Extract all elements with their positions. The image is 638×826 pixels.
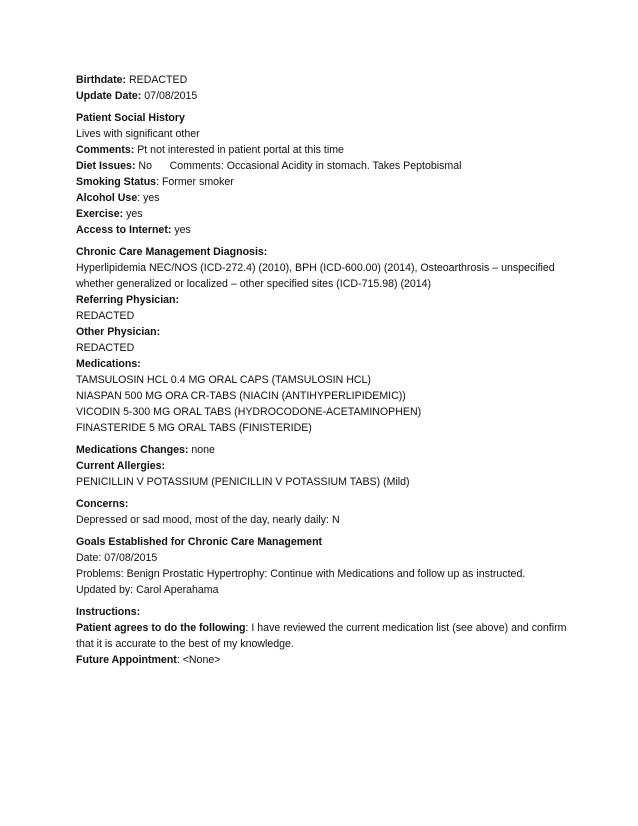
smoking-status-value: : Former smoker [156,176,234,188]
social-history-title: Patient Social History [76,112,185,124]
smoking-status-line [76,174,576,190]
instructions-heading [76,604,576,620]
update-date-value: 07/08/2015 [141,90,198,102]
allergies-heading [76,458,576,474]
update-date-label: Update Date: [76,90,142,102]
future-appointment-label: Future Appointment [76,654,177,666]
goals-heading [76,534,576,550]
concerns-title: Concerns: [76,498,129,510]
goals-problems: Problems: Benign Prostatic Hypertrophy: Continue with Medications and follow up as instructed. [76,568,526,580]
future-appointment-line [76,652,576,668]
exercise-label: Exercise: [76,208,124,220]
other-physician-title: Other Physician: [76,326,161,338]
concerns-heading [76,496,576,512]
exercise-line [76,206,576,222]
comments-line [76,142,576,158]
patient-agrees-value: : I have reviewed the current medication list (see above) and confirm that it is accurate to the best of my knowledge. [76,622,567,650]
referring-physician-heading [76,292,576,308]
concerns-value: Depressed or sad mood, most of the day, nearly daily: N [76,514,340,526]
medications-heading [76,356,576,372]
internet-access-label: Access to Internet: [76,224,172,236]
medication-item: TAMSULOSIN HCL 0.4 MG ORAL CAPS (TAMSULOSIN HCL) [76,374,371,386]
allergies-title: Current Allergies: [76,460,166,472]
medication-item: FINASTERIDE 5 MG ORAL TABS (FINISTERIDE) [76,422,312,434]
alcohol-use-line [76,190,576,206]
smoking-status-label: Smoking Status [76,176,157,188]
internet-access-line [76,222,576,238]
other-physician-value: REDACTED [76,342,135,354]
social-history-heading [76,110,576,126]
birthdate-label: Birthdate: [76,74,127,86]
medications-changes-value: none [188,444,215,456]
alcohol-use-label: Alcohol Use [76,192,138,204]
document-body [76,72,576,668]
patient-agrees-text [76,620,576,652]
diagnosis-title: Chronic Care Management Diagnosis: [76,246,268,258]
diet-issues-line [76,158,576,174]
allergies-value: PENICILLIN V POTASSIUM (PENICILLIN V POTASSIUM TABS) (Mild) [76,476,410,488]
medications-changes-line [76,442,576,458]
referring-physician-value: REDACTED [76,310,135,322]
comments-label: Comments: [76,144,135,156]
comments-value: Pt not interested in patient portal at this time [134,144,344,156]
birthdate-line [76,72,576,88]
alcohol-use-value: : yes [137,192,160,204]
patient-agrees-label: Patient agrees to do the following [76,622,246,634]
instructions-title: Instructions: [76,606,141,618]
exercise-value: yes [123,208,143,220]
diagnosis-heading [76,244,576,260]
lives-with-line: Lives with significant other [76,128,200,140]
medication-item: NIASPAN 500 MG ORA CR-TABS (NIACIN (ANTIHYPERLIPIDEMIC)) [76,390,406,402]
future-appointment-value: : <None> [176,654,221,666]
goals-title: Goals Established for Chronic Care Management [76,536,323,548]
birthdate-value: REDACTED [126,74,188,86]
other-physician-heading [76,324,576,340]
medications-title: Medications: [76,358,141,370]
diet-issues-label: Diet Issues: [76,160,136,172]
diagnosis-text: Hyperlipidemia NEC/NOS (ICD-272.4) (2010), BPH (ICD-600.00) (2014), Osteoarthrosis – unspecified whether generalized or localized – other specified sites (ICD-715.98) (2014) [76,262,555,290]
goals-updated-by: Updated by: Carol Aperahama [76,584,219,596]
referring-physician-title: Referring Physician: [76,294,180,306]
internet-access-value: yes [171,224,191,236]
update-date-line [76,88,576,104]
goals-date: Date: 07/08/2015 [76,552,158,564]
diet-issues-value: No Comments: Occasional Acidity in stomach. Takes Peptobismal [135,160,462,172]
medication-item: VICODIN 5-300 MG ORAL TABS (HYDROCODONE-ACETAMINOPHEN) [76,406,422,418]
medications-changes-label: Medications Changes: [76,444,189,456]
